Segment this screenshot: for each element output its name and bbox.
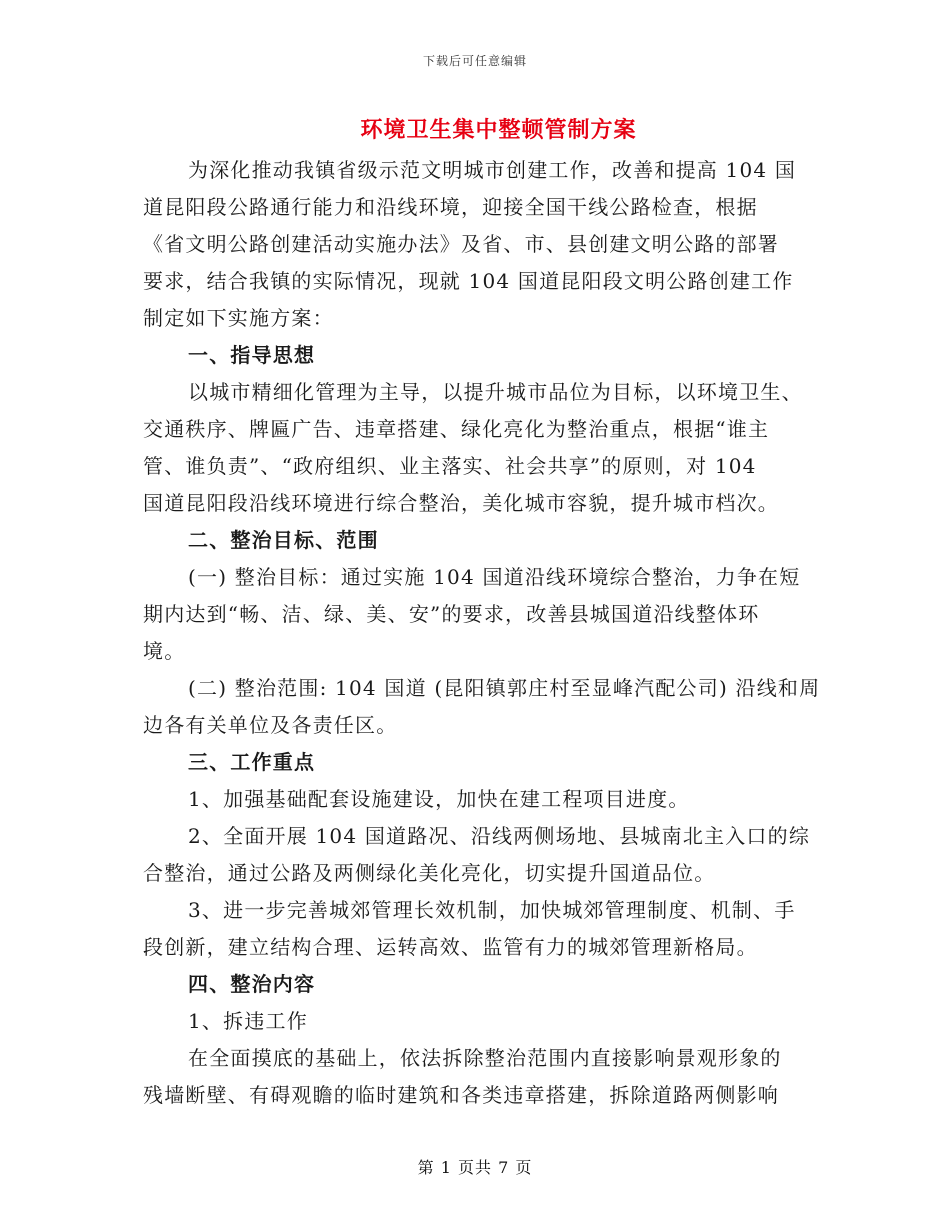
body-text-line: (二) 整治范围: 104 国道 (昆阳镇郭庄村至显峰汽配公司) 沿线和周 (188, 676, 821, 700)
body-text-line: 期内达到“畅、洁、绿、美、安”的要求，改善县城国道沿线整体环 (143, 602, 760, 626)
body-text-line: 道昆阳段公路通行能力和沿线环境，迎接全国干线公路检查，根据 (143, 195, 758, 219)
section-heading: 四、整治内容 (188, 972, 316, 996)
body-text-line: 《省文明公路创建活动实施办法》及省、市、县创建文明公路的部署 (143, 232, 779, 256)
body-text-line: 在全面摸底的基础上，依法拆除整治范围内直接影响景观形象的 (188, 1046, 782, 1070)
body-text-line: 管、谁负责”、“政府组织、业主落实、社会共享”的原则，对 104 (143, 454, 757, 478)
section-heading: 一、指导思想 (188, 343, 316, 367)
body-text-line: 边各有关单位及各责任区。 (143, 713, 398, 737)
document-body (143, 152, 821, 1114)
body-text-line: 合整治，通过公路及两侧绿化美化亮化，切实提升国道品位。 (143, 861, 716, 885)
section-heading: 二、整治目标、范围 (188, 528, 379, 552)
page-header: 下载后可任意编辑 (422, 54, 527, 68)
body-text-line: 残墙断壁、有碍观瞻的临时建筑和各类违章搭建，拆除道路两侧影响 (143, 1083, 779, 1107)
body-text-line: 1、加强基础配套设施建设，加快在建工程项目进度。 (188, 787, 690, 811)
body-text-line: 3、进一步完善城郊管理长效机制，加快城郊管理制度、机制、手 (188, 898, 796, 922)
body-text-line: 以城市精细化管理为主导，以提升城市品位为目标，以环境卫生、 (188, 380, 803, 404)
document-title: 环境卫生集中整顿管制方案 (360, 117, 637, 143)
body-text-line: 为深化推动我镇省级示范文明城市创建工作，改善和提高 104 国 (188, 158, 797, 182)
body-text-line: 交通秩序、牌匾广告、违章搭建、绿化亮化为整治重点，根据“谁主 (143, 417, 770, 441)
body-text-line: 制定如下实施方案： (143, 306, 334, 330)
body-text-line: 2、全面开展 104 国道路况、沿线两侧场地、县城南北主入口的综 (188, 824, 811, 848)
body-text-line: 国道昆阳段沿线环境进行综合整治，美化城市容貌，提升城市档次。 (143, 491, 779, 515)
body-text-line: 境。 (143, 639, 186, 663)
page-footer: 第 1 页共 7 页 (417, 1158, 533, 1177)
body-text-line: (一) 整治目标：通过实施 104 国道沿线环境综合整治，力争在短 (188, 565, 801, 589)
body-text-line: 段创新，建立结构合理、运转高效、监管有力的城郊管理新格局。 (143, 935, 758, 959)
section-heading: 三、工作重点 (188, 750, 316, 774)
body-text-line: 1、拆违工作 (188, 1009, 308, 1033)
body-text-line: 要求，结合我镇的实际情况，现就 104 国道昆阳段文明公路创建工作 (143, 269, 794, 293)
